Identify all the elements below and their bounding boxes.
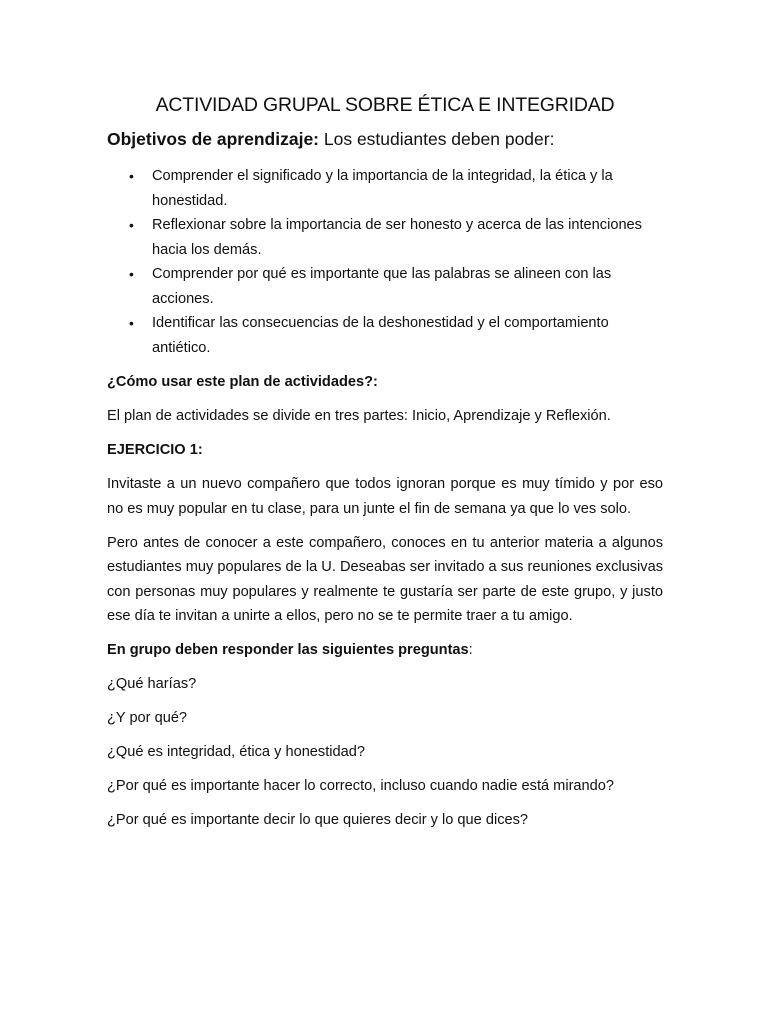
bullet-icon: • xyxy=(129,168,134,184)
question-item: ¿Qué harías? xyxy=(107,676,197,692)
objectives-label: Objetivos de aprendizaje: xyxy=(107,129,319,149)
objectives-list xyxy=(107,164,663,360)
list-item xyxy=(107,311,663,360)
bullet-icon: • xyxy=(129,315,134,331)
objectives-intro: Los estudiantes deben poder: xyxy=(319,129,555,149)
questions-heading: En grupo deben responder las siguientes preguntas xyxy=(107,642,469,658)
usage-heading: ¿Cómo usar este plan de actividades?: xyxy=(107,374,378,390)
objective-text: Comprender el significado y la importancia de la integridad, la ética y la honestidad. xyxy=(152,168,613,209)
objective-text: Identificar las consecuencias de la deshonestidad y el comportamiento antiético. xyxy=(152,315,609,356)
exercise-heading: EJERCICIO 1: xyxy=(107,442,203,458)
exercise-paragraph-2: Pero antes de conocer a este compañero, conoces en tu anterior materia a algunos estudiantes muy populares de la U. Deseabas ser invitado a sus reuniones exclusivas con personas muy populares y realmente te gustaría ser parte de este grupo, y justo ese día te invitan a unirte a ellos, pero no se te permite traer a tu amigo. xyxy=(107,534,663,624)
objective-text: Comprender por qué es importante que las palabras se alineen con las acciones. xyxy=(152,266,612,307)
bullet-icon: • xyxy=(129,266,134,282)
list-item xyxy=(107,262,663,311)
question-item: ¿Qué es integridad, ética y honestidad? xyxy=(107,744,365,760)
bullet-icon: • xyxy=(129,217,134,233)
questions-heading-suffix: : xyxy=(468,642,473,658)
exercise-paragraph-1: Invitaste a un nuevo compañero que todos ignoran porque es muy tímido y por eso no es muy popular en tu clase, para un junte el fin de semana ya que lo ves solo. xyxy=(107,476,663,517)
objectives-heading xyxy=(107,126,663,152)
objective-text: Reflexionar sobre la importancia de ser honesto y acerca de las intenciones hacia los demás. xyxy=(152,217,642,258)
question-item: ¿Por qué es importante decir lo que quieres decir y lo que dices? xyxy=(107,812,529,828)
list-item xyxy=(107,164,663,213)
document-title: ACTIVIDAD GRUPAL SOBRE ÉTICA E INTEGRIDAD xyxy=(155,94,615,116)
question-item: ¿Y por qué? xyxy=(107,710,188,726)
document-page xyxy=(107,92,663,842)
list-item xyxy=(107,213,663,262)
question-item: ¿Por qué es importante hacer lo correcto, incluso cuando nadie está mirando? xyxy=(107,778,615,794)
usage-text: El plan de actividades se divide en tres partes: Inicio, Aprendizaje y Reflexión. xyxy=(107,408,611,424)
questions-heading-line xyxy=(107,638,663,663)
